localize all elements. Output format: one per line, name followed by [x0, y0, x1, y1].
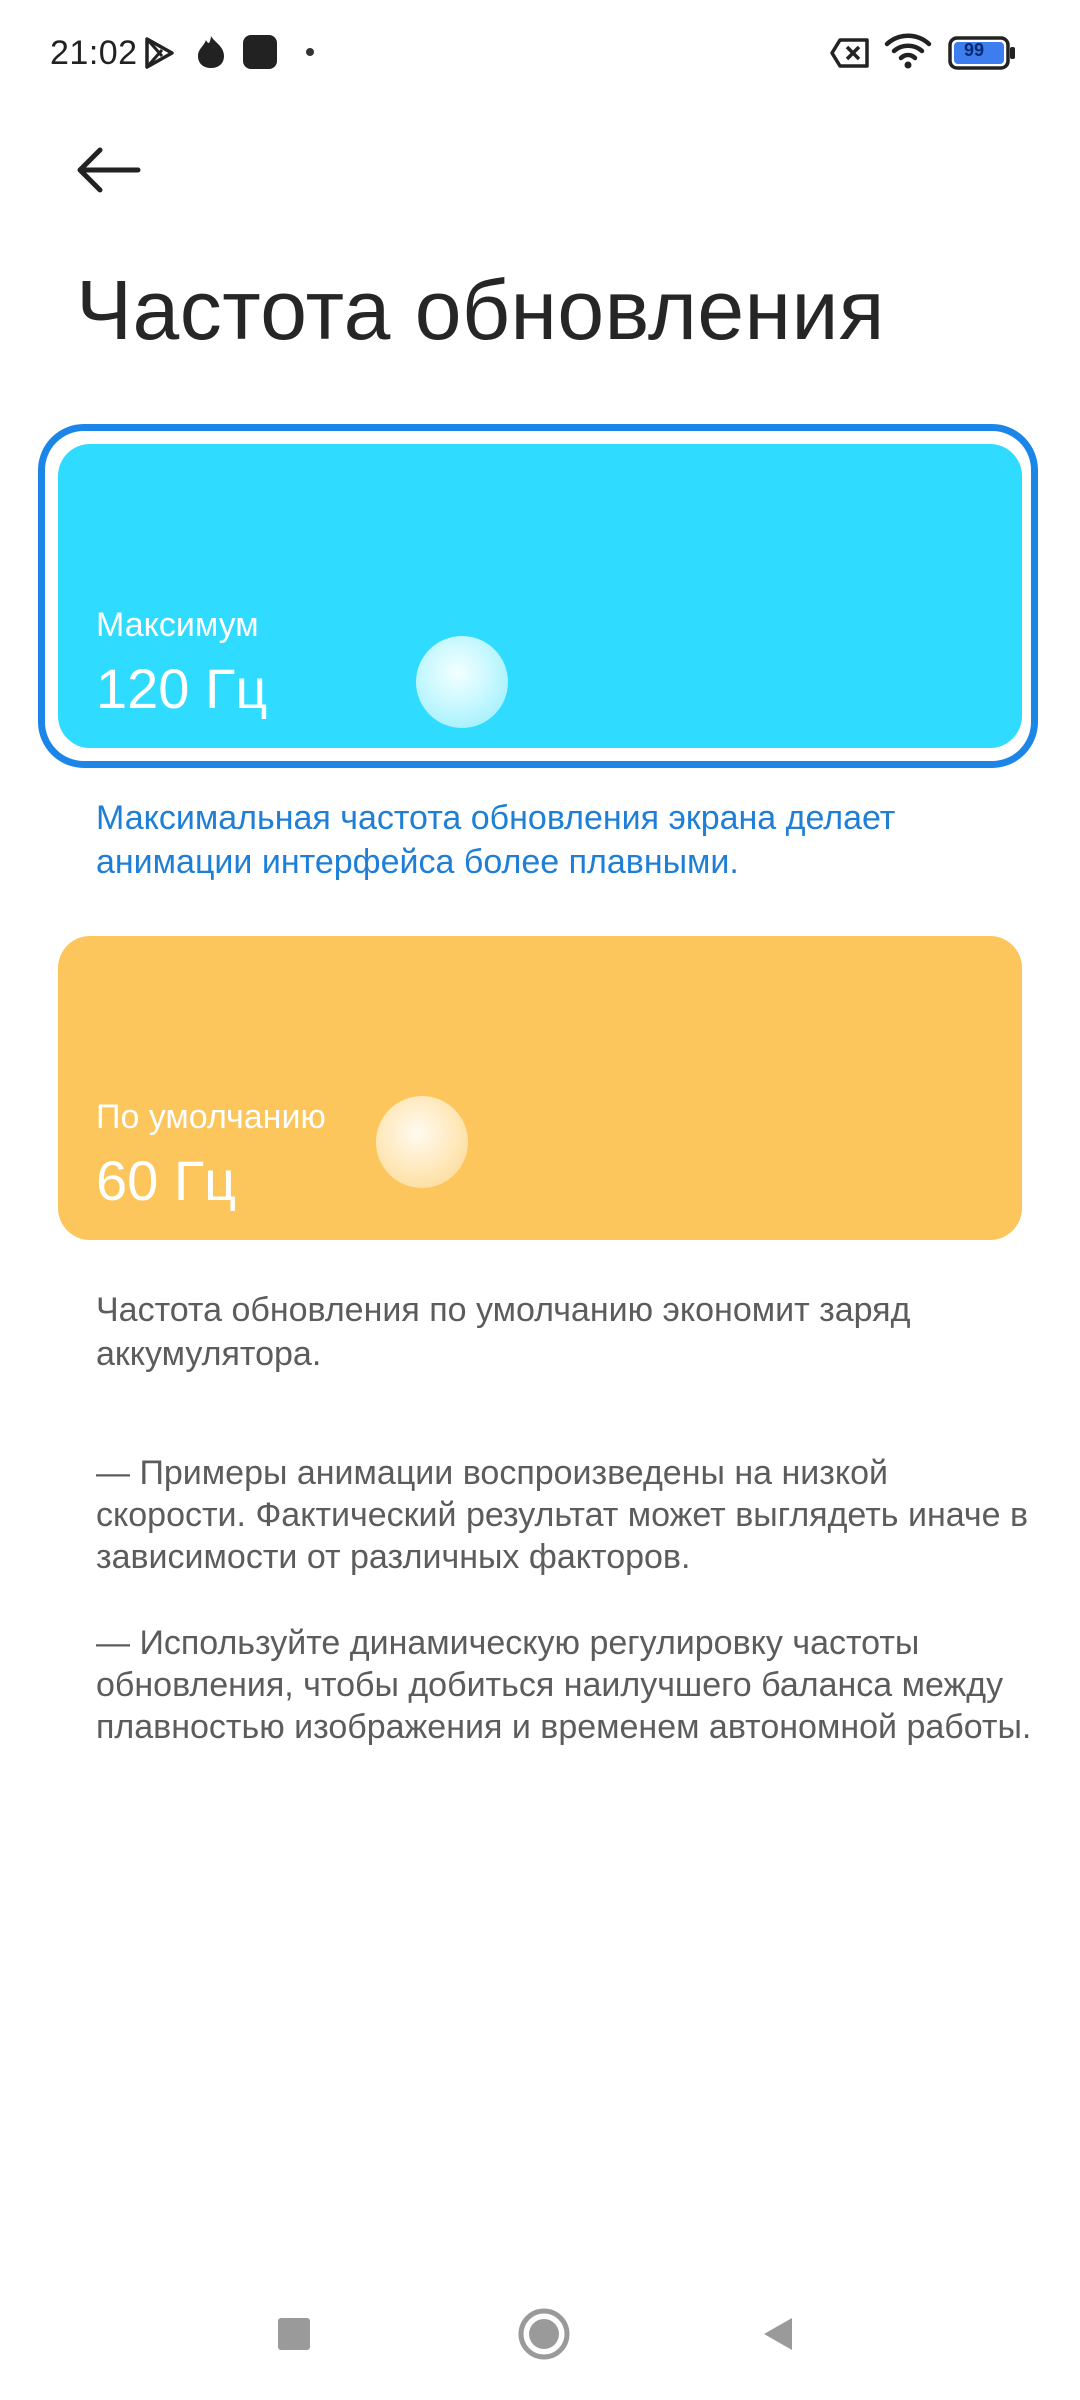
- option-description-default: Частота обновления по умолчанию экономит заряд аккумулятора.: [96, 1291, 911, 1373]
- home-icon: [516, 2306, 572, 2362]
- option-label: По умолчанию: [96, 1098, 326, 1136]
- back-button[interactable]: [70, 130, 150, 210]
- option-value: 120 Гц: [96, 657, 268, 720]
- battery-level: 99: [963, 40, 985, 60]
- back-triangle-icon: [758, 2314, 798, 2354]
- wifi-icon: [884, 32, 932, 70]
- option-label: Максимум: [96, 606, 259, 644]
- recent-apps-icon: [274, 2314, 314, 2354]
- status-bar: [0, 0, 1080, 104]
- arrow-left-icon: [70, 130, 150, 210]
- sim-off-icon: [830, 38, 870, 68]
- home-button[interactable]: [504, 2294, 584, 2374]
- fire-icon: [194, 34, 228, 70]
- note-text: — Примеры анимации воспроизведены на низкой скорости. Фактический результат может выглядеть иначе в зависимости от различных факторов.: [96, 1454, 1029, 1576]
- page-title: Частота обновления: [76, 263, 885, 357]
- navigation-bar: [0, 2280, 1080, 2400]
- animation-ball: [376, 1096, 468, 1188]
- status-time: 21:02: [50, 34, 138, 72]
- animation-ball: [416, 636, 508, 728]
- play-store-icon: [144, 36, 176, 70]
- option-description-maximum: Максимальная частота обновления экрана делает анимации интерфейса более плавными.: [96, 799, 896, 881]
- option-card-maximum[interactable]: [58, 444, 1022, 748]
- note-text: — Используйте динамическую регулировку частоты обновления, чтобы добиться наилучшего баланса между плавностью изображения и временем автономной работы.: [96, 1624, 1032, 1746]
- option-value: 60 Гц: [96, 1149, 237, 1212]
- nav-back-button[interactable]: [742, 2298, 814, 2370]
- app-icon: [242, 34, 278, 70]
- dot-icon: [306, 48, 314, 56]
- recent-apps-button[interactable]: [258, 2298, 330, 2370]
- option-card-default[interactable]: [58, 936, 1022, 1240]
